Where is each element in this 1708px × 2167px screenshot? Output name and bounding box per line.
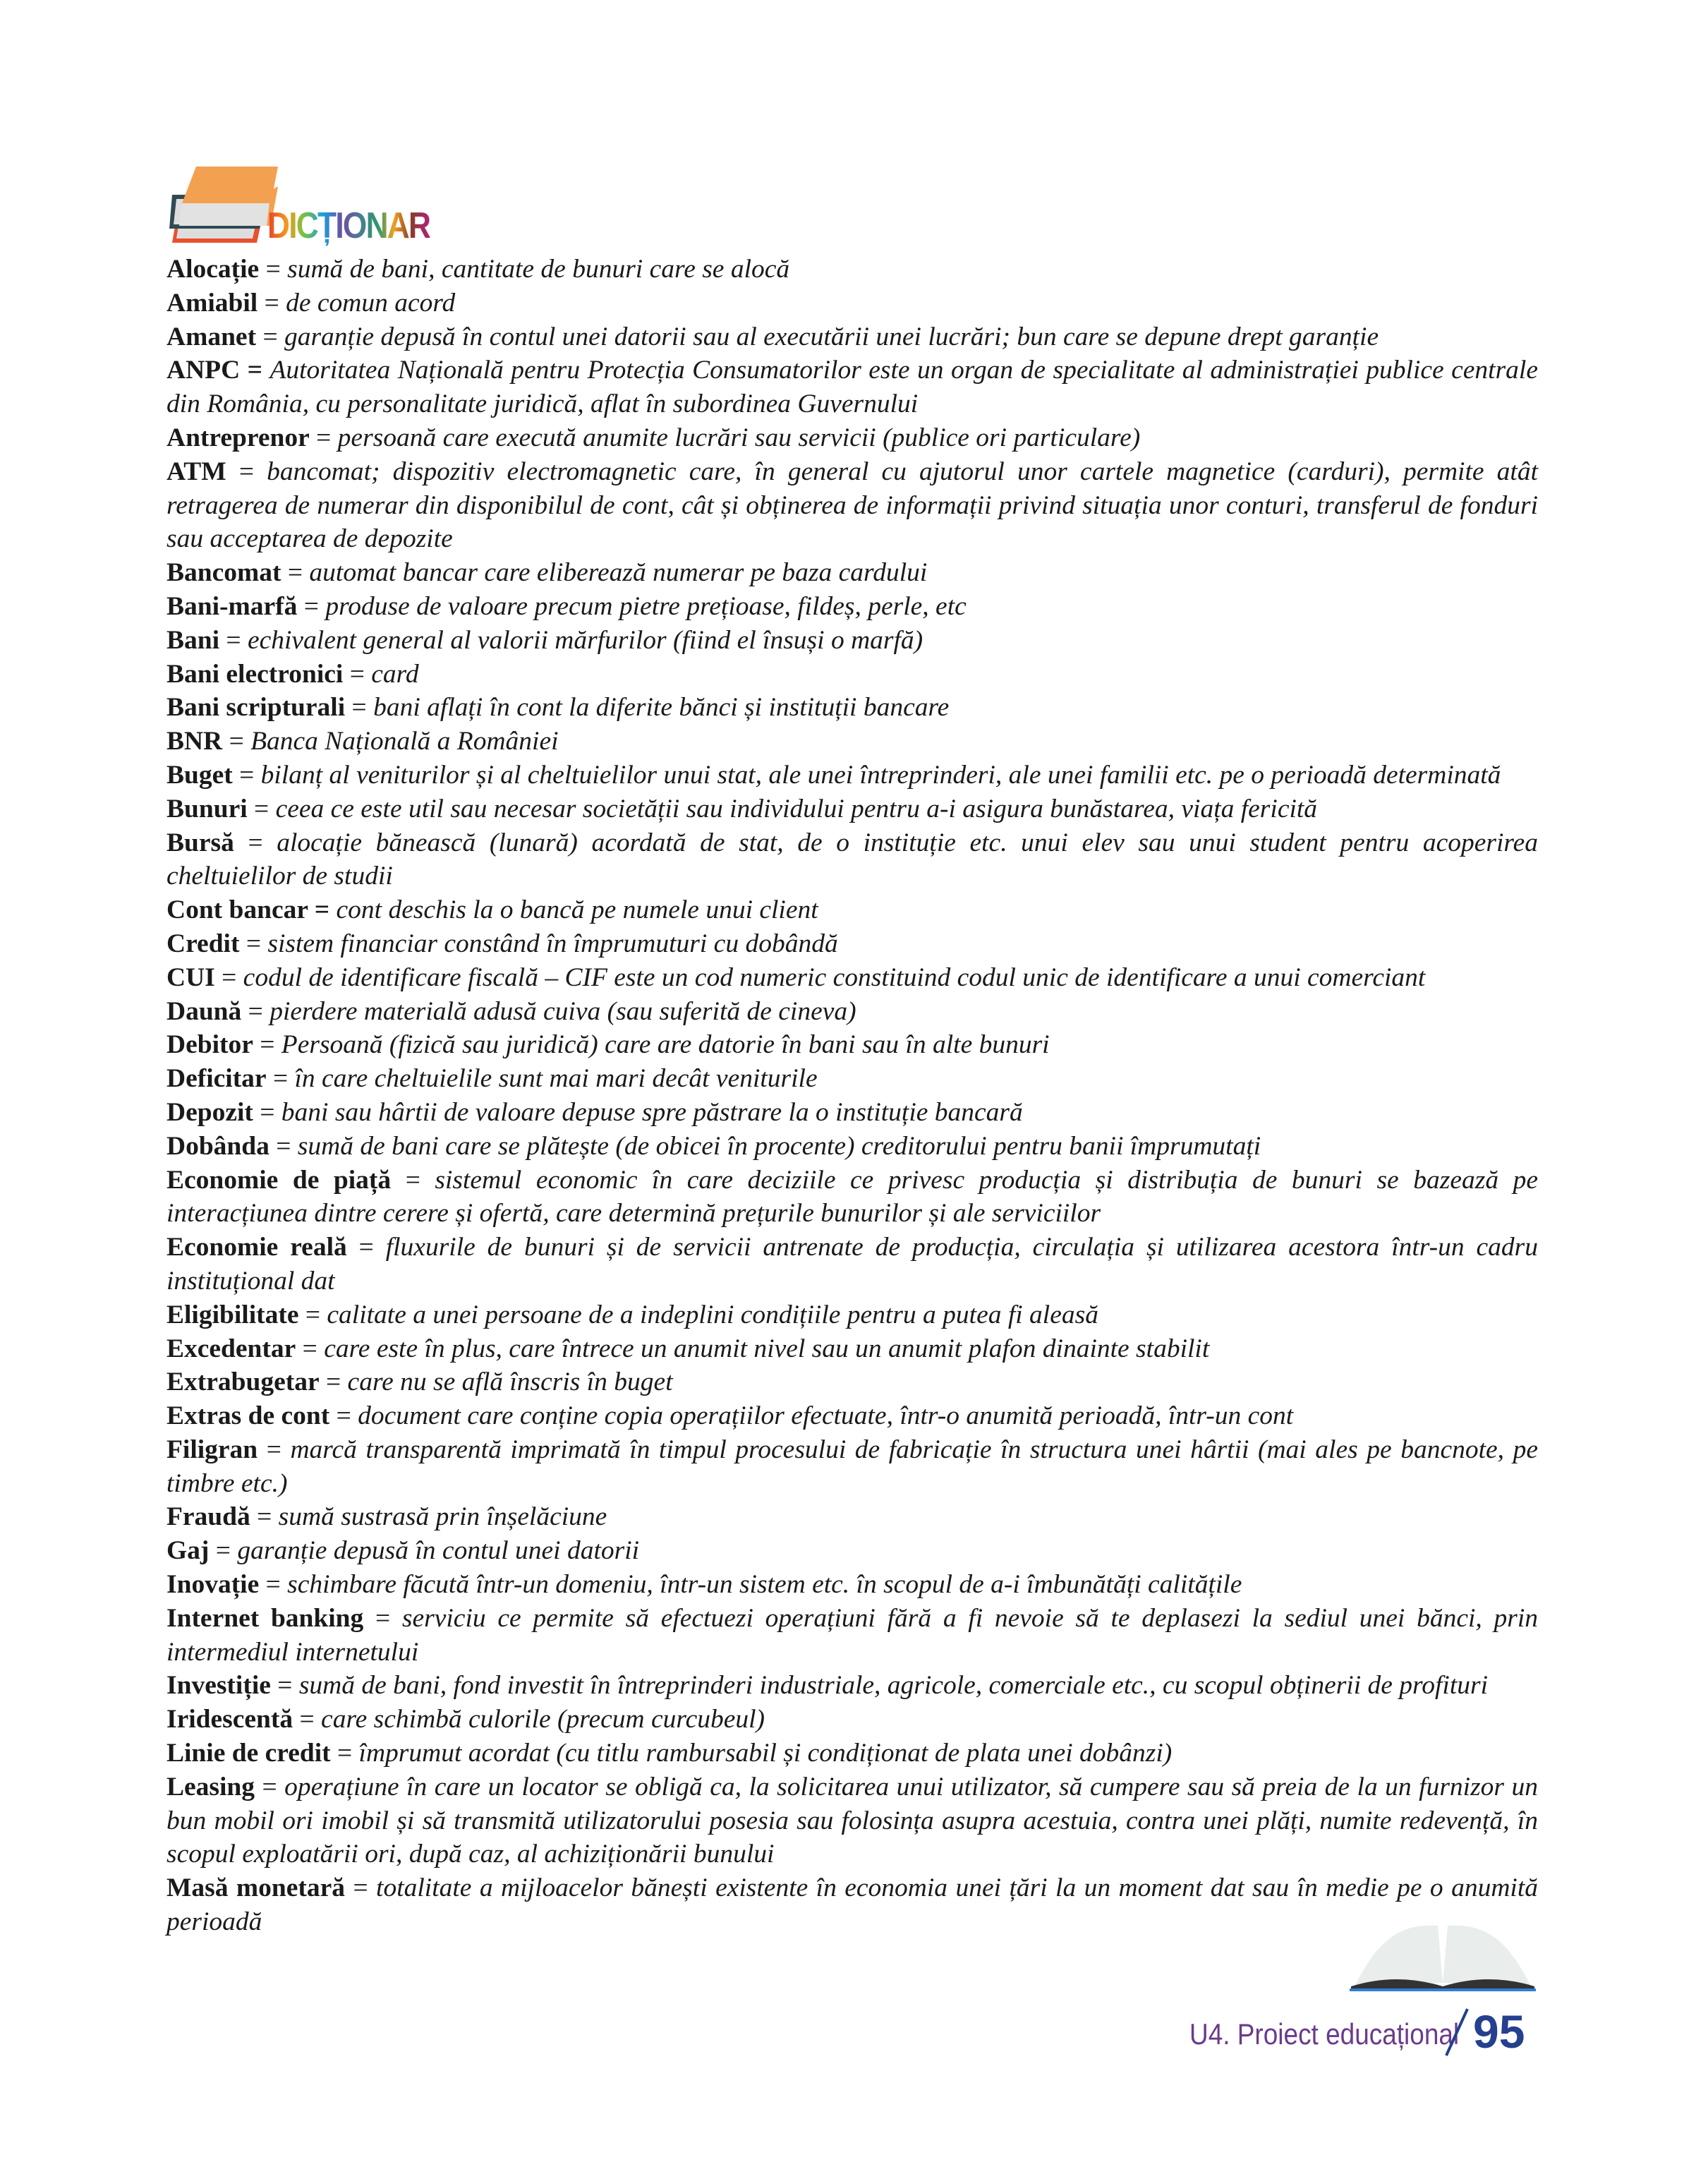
section-label: U4. Proiect educațional xyxy=(1189,2017,1460,2051)
dictionary-entry: Linie de credit = împrumut acordat (cu titlu rambursabil și condiționat de plata unei dobânzi) xyxy=(166,1739,1173,1768)
entry-term: Depozit xyxy=(166,1097,253,1127)
entry-definition: sumă sustrasă prin înșelăciune xyxy=(278,1502,607,1532)
entry-definition: codul de identificare fiscală – CIF este un cod numeric constituind codul unic de identificare a unui comerciant xyxy=(243,962,1426,992)
dictionary-entry: Leasing = operațiune în care un locator se obligă ca, la solicitarea unui utilizator, să cumpere sau să preia de la un furnizor un bun mobil ori imobil și să transmită utilizatorului posesia sau folosința asupra acestuia, contra unei plăți, numite redevență, în scopul exploatării ori, după caz, al achiziționării bunului xyxy=(166,1772,1538,1869)
entry-term: Amiabil xyxy=(166,288,258,318)
dictionary-entry: Dobânda = sumă de bani care se plătește (de obicei în procente) creditorului pentru banii împrumutați xyxy=(166,1131,1261,1161)
page-title: DICȚIONAR xyxy=(267,205,430,246)
entry-definition: pierdere materială adusă cuiva (sau suferită de cineva) xyxy=(269,996,856,1026)
entry-definition: Persoană (fizică sau juridică) care are datorie în bani sau în alte bunuri xyxy=(281,1030,1050,1060)
entry-definition: care schimbă culorile (precum curcubeul) xyxy=(321,1705,765,1734)
entry-definition: care nu se află înscris în buget xyxy=(347,1368,673,1397)
entry-definition: bilanț al veniturilor și al cheltuielilor unui stat, ale unei întreprinderi, ale unei familii etc. pe o perioadă determinată xyxy=(260,760,1501,790)
dictionary-entry: Buget = bilanț al veniturilor și al cheltuielilor unui stat, ale unei întreprinderi, ale unei familii etc. pe o perioadă determinată xyxy=(166,760,1501,790)
entry-definition: automat bancar care eliberează numerar pe baza cardului xyxy=(309,558,928,588)
dictionary-entry: Bancomat = automat bancar care eliberează numerar pe baza cardului xyxy=(166,558,928,588)
entry-term: Gaj xyxy=(166,1536,210,1566)
dictionary-entry: Amiabil = de comun acord xyxy=(166,288,456,318)
entry-definition: garanție depusă în contul unei datorii sau al executării unei lucrări; bun care se depune drept garanție xyxy=(284,322,1379,351)
entry-term: Internet banking xyxy=(166,1603,364,1633)
dictionary-entry: Gaj = garanție depusă în contul unei datorii xyxy=(166,1536,640,1566)
entry-term: Masă monetară xyxy=(166,1873,346,1903)
entry-definition: împrumut acordat (cu titlu rambursabil și condiționat de plata unei dobânzi) xyxy=(358,1739,1173,1768)
entry-definition: calitate a unei persoane de a indeplini condițiile pentru a putea fi aleasă xyxy=(327,1300,1098,1329)
entry-definition: echivalent general al valorii mărfurilor (fiind el însuși o marfă) xyxy=(247,625,923,655)
entry-term: Economie reală xyxy=(166,1233,347,1262)
entry-term: ATM xyxy=(166,457,226,486)
entry-term: Eligibilitate xyxy=(166,1300,299,1329)
dictionary-entry: Credit = sistem financiar constând în împrumuturi cu dobândă xyxy=(166,929,838,958)
dictionary-entry: Fraudă = sumă sustrasă prin înșelăciune xyxy=(166,1502,607,1532)
dictionary-entry: Debitor = Persoană (fizică sau juridică) care are datorie în bani sau în alte bunuri xyxy=(166,1030,1050,1060)
entry-definition: Autoritatea Națională pentru Protecția Consumatorilor este un organ de specialitate al administrației publice centrale din România, cu personalitate juridică, aflat în subordinea Guvernului xyxy=(166,356,1538,419)
dictionary-list xyxy=(166,253,1538,1939)
dictionary-entry: Bunuri = ceea ce este util sau necesar societății sau individului pentru a-i asigura bunăstarea, viața fericită xyxy=(166,794,1318,823)
entry-term: Inovație xyxy=(166,1570,260,1600)
dictionary-entry: Excedentar = care este în plus, care întrece un anumit nivel sau un anumit plafon dinainte stabilit xyxy=(166,1334,1210,1363)
dictionary-entry: Inovație = schimbare făcută într-un domeniu, într-un sistem etc. în scopul de a-i îmbunătăți calitățile xyxy=(166,1570,1242,1600)
dictionary-entry xyxy=(166,893,1538,927)
entry-definition: sumă de bani, cantitate de bunuri care se alocă xyxy=(287,255,790,284)
dictionary-entry: Deficitar = în care cheltuielile sunt mai mari decât veniturile xyxy=(166,1064,818,1094)
dictionary-entry: Extrabugetar = care nu se află înscris în buget xyxy=(166,1368,673,1397)
dictionary-entry: Bani = echivalent general al valorii mărfurilor (fiind el însuși o marfă) xyxy=(166,625,923,655)
entry-definition: bancomat; dispozitiv electromagnetic care, în general cu ajutorul unor cartele magnetice (carduri), permite atât retragerea de numerar din disponibilul de cont, cât și obținerea de informații privind situația unor conturi, transferul de fonduri sau acceptarea de depozite xyxy=(166,457,1538,554)
entry-term: Linie de credit xyxy=(166,1739,331,1768)
dictionary-entry: Eligibilitate = calitate a unei persoane de a indeplini condițiile pentru a putea fi aleasă xyxy=(166,1300,1098,1329)
dictionary-entry: Masă monetară = totalitate a mijloacelor bănești existente în economia unei țări la un moment dat sau în medie pe o anumită perioadă xyxy=(166,1873,1538,1937)
entry-term: Bunuri xyxy=(166,794,248,823)
entry-term: Bancomat xyxy=(166,558,281,588)
entry-definition: operațiune în care un locator se obligă ca, la solicitarea unui utilizator, să cumpere sau să preia de la un furnizor un bun mobil ori imobil și să transmită utilizatorului posesia sau folosința asupra acestuia, contra unei plăți, numite redevență, în scopul exploatării ori, după caz, al achiziționării bunului xyxy=(166,1772,1538,1869)
dictionary-entry: Depozit = bani sau hârtii de valoare depuse spre păstrare la o instituție bancară xyxy=(166,1097,1023,1127)
entry-definition: document care conține copia operațiilor efectuate, într-o anumită perioadă, într-un cont xyxy=(358,1401,1294,1431)
entry-term: Antreprenor xyxy=(166,423,310,452)
entry-term: BNR xyxy=(166,727,223,756)
books-stack-icon xyxy=(165,167,278,244)
dictionary-entry: Iridescentă = care schimbă culorile (precum curcubeul) xyxy=(166,1705,765,1734)
entry-term: ANPC = xyxy=(166,356,262,385)
entry-definition: schimbare făcută într-un domeniu, într-un sistem etc. în scopul de a-i îmbunătăți calitățile xyxy=(287,1570,1242,1600)
entry-term: Bursă xyxy=(166,828,234,857)
entry-term: Bani electronici xyxy=(166,659,344,689)
entry-definition: garanție depusă în contul unei datorii xyxy=(237,1536,640,1566)
entry-definition: în care cheltuielile sunt mai mari decât veniturile xyxy=(294,1064,818,1094)
entry-definition: de comun acord xyxy=(286,288,456,318)
entry-definition: sumă de bani care se plătește (de obicei în procente) creditorului pentru banii împrumutați xyxy=(297,1131,1261,1161)
entry-term: Leasing xyxy=(166,1772,255,1801)
dictionary-entry: Bursă = alocație bănească (lunară) acordată de stat, de o instituție etc. unui elev sau unui student pentru acoperirea cheltuielilor de studii xyxy=(166,828,1538,891)
entry-term: Credit xyxy=(166,929,240,958)
entry-definition: alocație bănească (lunară) acordată de stat, de o instituție etc. unui elev sau unui student pentru acoperirea cheltuielilor de studii xyxy=(166,828,1538,891)
dictionary-entry xyxy=(166,354,1538,421)
entry-term: Bani scripturali xyxy=(166,693,346,723)
entry-term: Investiție xyxy=(166,1671,271,1701)
dictionary-entry: CUI = codul de identificare fiscală – CIF este un cod numeric constituind codul unic de identificare a unui comerciant xyxy=(166,962,1426,992)
entry-term: Buget xyxy=(166,760,233,790)
dictionary-entry: Bani electronici = card xyxy=(166,659,419,689)
entry-definition: bani aflați în cont la diferite bănci și instituții bancare xyxy=(373,693,950,723)
entry-term: Cont bancar = xyxy=(166,895,330,925)
entry-term: Bani-marfă xyxy=(166,591,298,621)
page-number: 95 xyxy=(1473,2005,1525,2058)
entry-definition: marcă transparentă imprimată în timpul procesului de fabricație în structura unei hârtii (mai ales pe bancnote, pe timbre etc.) xyxy=(166,1435,1538,1498)
entry-definition: care este în plus, care întrece un anumit nivel sau un anumit plafon dinainte stabilit xyxy=(324,1334,1210,1363)
entry-definition: persoană care execută anumite lucrări sau servicii (publice ori particulare) xyxy=(337,423,1141,452)
dictionary-header xyxy=(165,167,588,244)
dictionary-entry: Extras de cont = document care conține copia operațiilor efectuate, într-o anumită perioadă, într-un cont xyxy=(166,1401,1294,1431)
entry-definition: Banca Națională a României xyxy=(250,727,559,756)
entry-term: Filigran xyxy=(166,1435,258,1464)
entry-term: CUI xyxy=(166,962,215,992)
dictionary-entry: BNR = Banca Națională a României xyxy=(166,727,559,756)
dictionary-entry: ATM = bancomat; dispozitiv electromagnetic care, în general cu ajutorul unor cartele magnetice (carduri), permite atât retragerea de numerar din disponibilul de cont, cât și obținerea de informații privind situația unor conturi, transferul de fonduri sau acceptarea de depozite xyxy=(166,457,1538,554)
dictionary-entry: Economie de piață = sistemul economic în care deciziile ce privesc producția și distribuția de bunuri se bazează pe interacțiunea dintre cerere și ofertă, care determină prețurile bunurilor și ale serviciilor xyxy=(166,1165,1538,1229)
entry-definition: bani sau hârtii de valoare depuse spre păstrare la o instituție bancară xyxy=(281,1097,1023,1127)
dictionary-entry: Alocație = sumă de bani, cantitate de bunuri care se alocă xyxy=(166,255,790,284)
entry-term: Alocație xyxy=(166,255,260,284)
dictionary-entry: Daună = pierdere materială adusă cuiva (sau suferită de cineva) xyxy=(166,996,856,1026)
entry-term: Amanet xyxy=(166,322,257,351)
dictionary-entry: Investiție = sumă de bani, fond investit în întreprinderi industriale, agricole, comerciale etc., cu scopul obținerii de profituri xyxy=(166,1671,1489,1701)
entry-term: Fraudă xyxy=(166,1502,250,1532)
dictionary-entry: Internet banking = serviciu ce permite să efectuezi operațiuni fără a fi nevoie să te deplasezi la sediul unei bănci, prin intermediul internetului xyxy=(166,1603,1538,1667)
entry-definition: sistem financiar constând în împrumuturi cu dobândă xyxy=(267,929,838,958)
entry-term: Bani xyxy=(166,625,220,655)
dictionary-entry: Amanet = garanție depusă în contul unei datorii sau al executării unei lucrări; bun care se depune drept garanție xyxy=(166,322,1379,351)
dictionary-entry: Economie reală = fluxurile de bunuri și de servicii antrenate de producția, circulația și utilizarea acestora într-un cadru instituțional dat xyxy=(166,1233,1538,1296)
entry-definition: sumă de bani, fond investit în întreprinderi industriale, agricole, comerciale etc., cu scopul obținerii de profituri xyxy=(298,1671,1489,1701)
open-book-icon xyxy=(1347,1916,1538,1993)
entry-definition: card xyxy=(371,659,419,689)
entry-term: Debitor xyxy=(166,1030,253,1060)
entry-term: Daună xyxy=(166,996,242,1026)
entry-term: Deficitar xyxy=(166,1064,267,1094)
entry-definition: sistemul economic în care deciziile ce privesc producția și distribuția de bunuri se bazează pe interacțiunea dintre cerere și ofertă, care determină prețurile bunurilor și ale serviciilor xyxy=(166,1165,1538,1229)
entry-term: Extrabugetar xyxy=(166,1368,320,1397)
entry-definition: totalitate a mijloacelor bănești existente în economia unei țări la un moment dat sau în medie pe o anumită perioadă xyxy=(166,1873,1538,1937)
entry-definition: serviciu ce permite să efectuezi operațiuni fără a fi nevoie să te deplasezi la sediul unei bănci, prin intermediul internetului xyxy=(166,1603,1538,1667)
entry-term: Extras de cont xyxy=(166,1401,330,1431)
dictionary-entry: Bani scripturali = bani aflați în cont la diferite bănci și instituții bancare xyxy=(166,693,950,723)
dictionary-entry: Filigran = marcă transparentă imprimată în timpul procesului de fabricație în structura unei hârtii (mai ales pe bancnote, pe timbre etc.) xyxy=(166,1435,1538,1498)
entry-term: Economie de piață xyxy=(166,1165,392,1195)
entry-term: Dobânda xyxy=(166,1131,269,1161)
entry-definition: fluxurile de bunuri și de servicii antrenate de producția, circulația și utilizarea acestora într-un cadru instituțional dat xyxy=(166,1233,1538,1296)
entry-definition: produse de valoare precum pietre prețioase, fildeș, perle, etc xyxy=(325,591,967,621)
slash-divider xyxy=(1443,2008,1469,2057)
entry-definition: ceea ce este util sau necesar societății sau individului pentru a-i asigura bunăstarea, viața fericită xyxy=(275,794,1318,823)
dictionary-entry: Antreprenor = persoană care execută anumite lucrări sau servicii (publice ori particulare) xyxy=(166,423,1141,452)
dictionary-entry: Bani-marfă = produse de valoare precum pietre prețioase, fildeș, perle, etc xyxy=(166,591,967,621)
entry-term: Iridescentă xyxy=(166,1705,293,1734)
entry-term: Excedentar xyxy=(166,1334,296,1363)
entry-definition: cont deschis la o bancă pe numele unui client xyxy=(336,895,818,925)
